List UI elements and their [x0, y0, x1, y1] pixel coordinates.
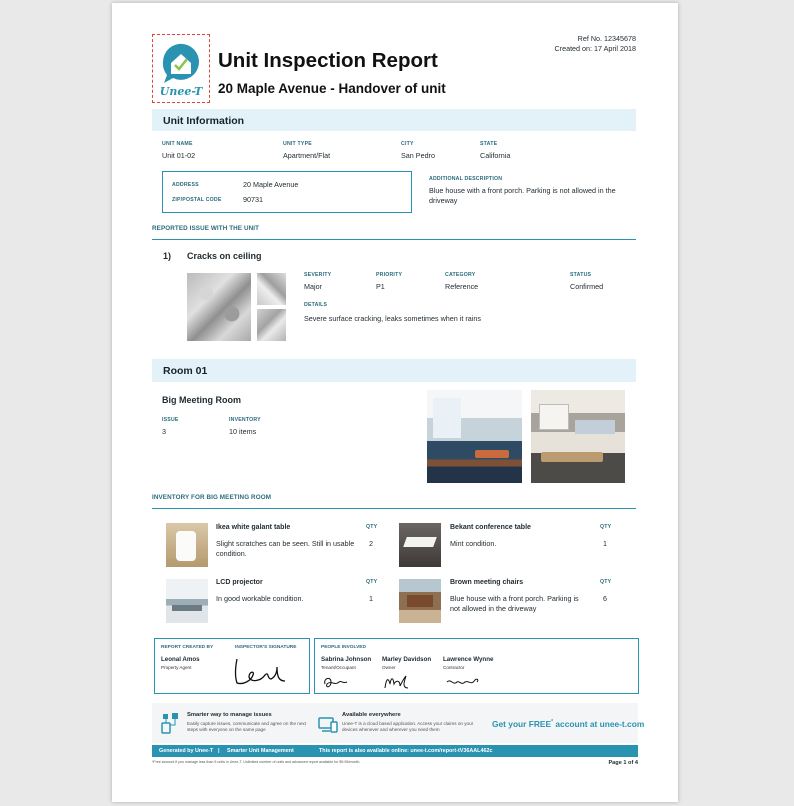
inventory-item-desc: In good workable condition.: [216, 594, 304, 603]
status-value: Confirmed: [570, 282, 604, 291]
person-name: Sabrina Johnson: [321, 656, 372, 663]
page-title: Unit Inspection Report: [218, 49, 438, 72]
qty-label: QTY: [600, 579, 612, 585]
signature-icon: [443, 672, 483, 692]
people-involved-box: [314, 638, 639, 694]
divider: [152, 508, 636, 509]
city-value: San Pedro: [401, 151, 435, 160]
signature-icon: [382, 672, 412, 692]
address-label: ADDRESS: [172, 182, 199, 188]
details-value: Severe surface cracking, leaks sometimes when it rains: [304, 314, 481, 323]
inventory-item-qty: 6: [603, 594, 607, 603]
category-value: Reference: [445, 282, 479, 291]
feature-2-title: Available everywhere: [342, 712, 401, 718]
address-value: 20 Maple Avenue: [243, 180, 299, 189]
inventory-item-desc: Blue house with a front porch. Parking is not allowed in the driveway: [450, 594, 579, 613]
created-date: Created on: 17 April 2018: [554, 44, 636, 53]
footer-separator: |: [218, 748, 220, 754]
qty-label: QTY: [600, 524, 612, 530]
inventory-heading: INVENTORY FOR BIG MEETING ROOM: [152, 494, 272, 501]
qty-label: QTY: [366, 579, 378, 585]
priority-value: P1: [376, 282, 385, 291]
state-value: California: [480, 151, 511, 160]
cta-suffix: account at unee-t.com: [553, 719, 645, 729]
room-photo: [427, 390, 522, 483]
footer-bar: [152, 745, 638, 757]
devices-icon: [318, 716, 338, 734]
feature-1-title: Smarter way to manage issues: [187, 712, 272, 718]
inventory-item-name: Brown meeting chairs: [450, 579, 524, 586]
unit-type-value: Apartment/Flat: [283, 151, 331, 160]
created-by-label: REPORT CREATED BY: [161, 645, 214, 650]
issue-photo-thumb: [257, 273, 286, 305]
divider: [152, 239, 636, 240]
inventory-count-value: 10 items: [229, 427, 257, 436]
people-involved-label: PEOPLE INVOLVED: [321, 645, 366, 650]
feature-2-text: Unee-T is a cloud based application. Access your claims on your devices whenever and wherever you need them: [342, 721, 474, 733]
network-icon: [160, 711, 182, 735]
online-report-link[interactable]: This report is also available online: unee-t.com/report-tV36AAL462c: [319, 748, 493, 754]
inventory-item-name: LCD projector: [216, 579, 263, 586]
person-role: Contractor: [443, 665, 465, 670]
ref-number: Ref No. 12345678: [577, 34, 636, 43]
inventory-photo: [399, 523, 441, 567]
room-photo: [531, 390, 625, 483]
inventory-item-qty: 1: [603, 539, 607, 548]
generated-by: Generated by Unee-T: [159, 748, 214, 754]
zip-value: 90731: [243, 195, 263, 204]
address-box: [162, 171, 412, 213]
creator-role: Property Agent: [161, 665, 192, 670]
inventory-item-name: Bekant conference table: [450, 524, 531, 531]
inventory-item-desc: Slight scratches can be seen. Still in usable condition.: [216, 539, 355, 558]
person-role: Owner: [382, 665, 396, 670]
details-label: DETAILS: [304, 302, 328, 308]
logo: [152, 34, 210, 103]
cta-asterisk: *: [551, 719, 554, 726]
description-value: Blue house with a front porch. Parking is not allowed in the driveway: [429, 186, 616, 205]
qty-label: QTY: [366, 524, 378, 530]
inventory-item-qty: 1: [369, 594, 373, 603]
room-title: Room 01: [163, 365, 208, 377]
signature-icon: [321, 672, 351, 692]
room-header: [152, 359, 636, 382]
issue-number: 1): [163, 251, 172, 261]
unit-name-label: UNIT NAME: [162, 141, 193, 147]
inventory-photo: [399, 579, 441, 623]
unit-type-label: UNIT TYPE: [283, 141, 312, 147]
severity-label: SEVERITY: [304, 272, 332, 278]
footnote: *Free account if you manage less than 5 units in Unee-T. Unlimited number of units and advanced report available for $9.95/month.: [152, 760, 361, 764]
priority-label: PRIORITY: [376, 272, 403, 278]
feature-1-text: Easily capture issues, communicate and agree on the next steps with everyone on the same page: [187, 721, 306, 733]
free-account-link[interactable]: [492, 719, 644, 729]
cta-prefix: Get your FREE: [492, 719, 552, 729]
person-name: Marley Davidson: [382, 656, 432, 663]
unit-name-value: Unit 01-02: [162, 151, 196, 160]
page-subtitle: 20 Maple Avenue - Handover of unit: [218, 81, 446, 96]
inventory-item-name: Ikea white galant table: [216, 524, 291, 531]
city-label: CITY: [401, 141, 414, 147]
zip-label: ZIP/POSTAL CODE: [172, 197, 222, 203]
issue-count-value: 3: [162, 427, 166, 436]
person-name: Lawrence Wynne: [443, 656, 494, 663]
report-creator-box: [154, 638, 310, 694]
room-name: Big Meeting Room: [162, 395, 241, 405]
severity-value: Major: [304, 282, 322, 291]
person-role: Tenant/Occupant: [321, 665, 356, 670]
inventory-item-desc: Mint condition.: [450, 539, 497, 548]
issue-photo-main: [187, 273, 251, 341]
issue-photo-thumb: [257, 309, 286, 341]
inspector-signature-icon: [231, 653, 291, 689]
inventory-photo: [166, 523, 208, 567]
report-page: [112, 3, 678, 802]
unit-info-header: [152, 109, 636, 131]
state-label: STATE: [480, 141, 498, 147]
inventory-item-qty: 2: [369, 539, 373, 548]
inventory-photo: [166, 579, 208, 623]
inventory-count-label: INVENTORY: [229, 417, 261, 423]
signature-label: INSPECTOR'S SIGNATURE: [235, 645, 297, 650]
page-number: Page 1 of 4: [608, 760, 638, 766]
promo-band: [152, 703, 645, 743]
issue-title: Cracks on ceiling: [187, 251, 262, 261]
footer-tagline: Smarter Unit Management: [227, 748, 294, 754]
creator-name: Leonal Amos: [161, 656, 200, 663]
reported-issue-heading: REPORTED ISSUE WITH THE UNIT: [152, 225, 260, 232]
issue-count-label: ISSUE: [162, 417, 179, 423]
logo-icon: [153, 38, 209, 86]
logo-text: Unee-T: [159, 85, 203, 98]
status-label: STATUS: [570, 272, 592, 278]
category-label: CATEGORY: [445, 272, 476, 278]
unit-info-title: Unit Information: [163, 115, 245, 127]
description-label: ADDITIONAL DESCRIPTION: [429, 176, 503, 182]
